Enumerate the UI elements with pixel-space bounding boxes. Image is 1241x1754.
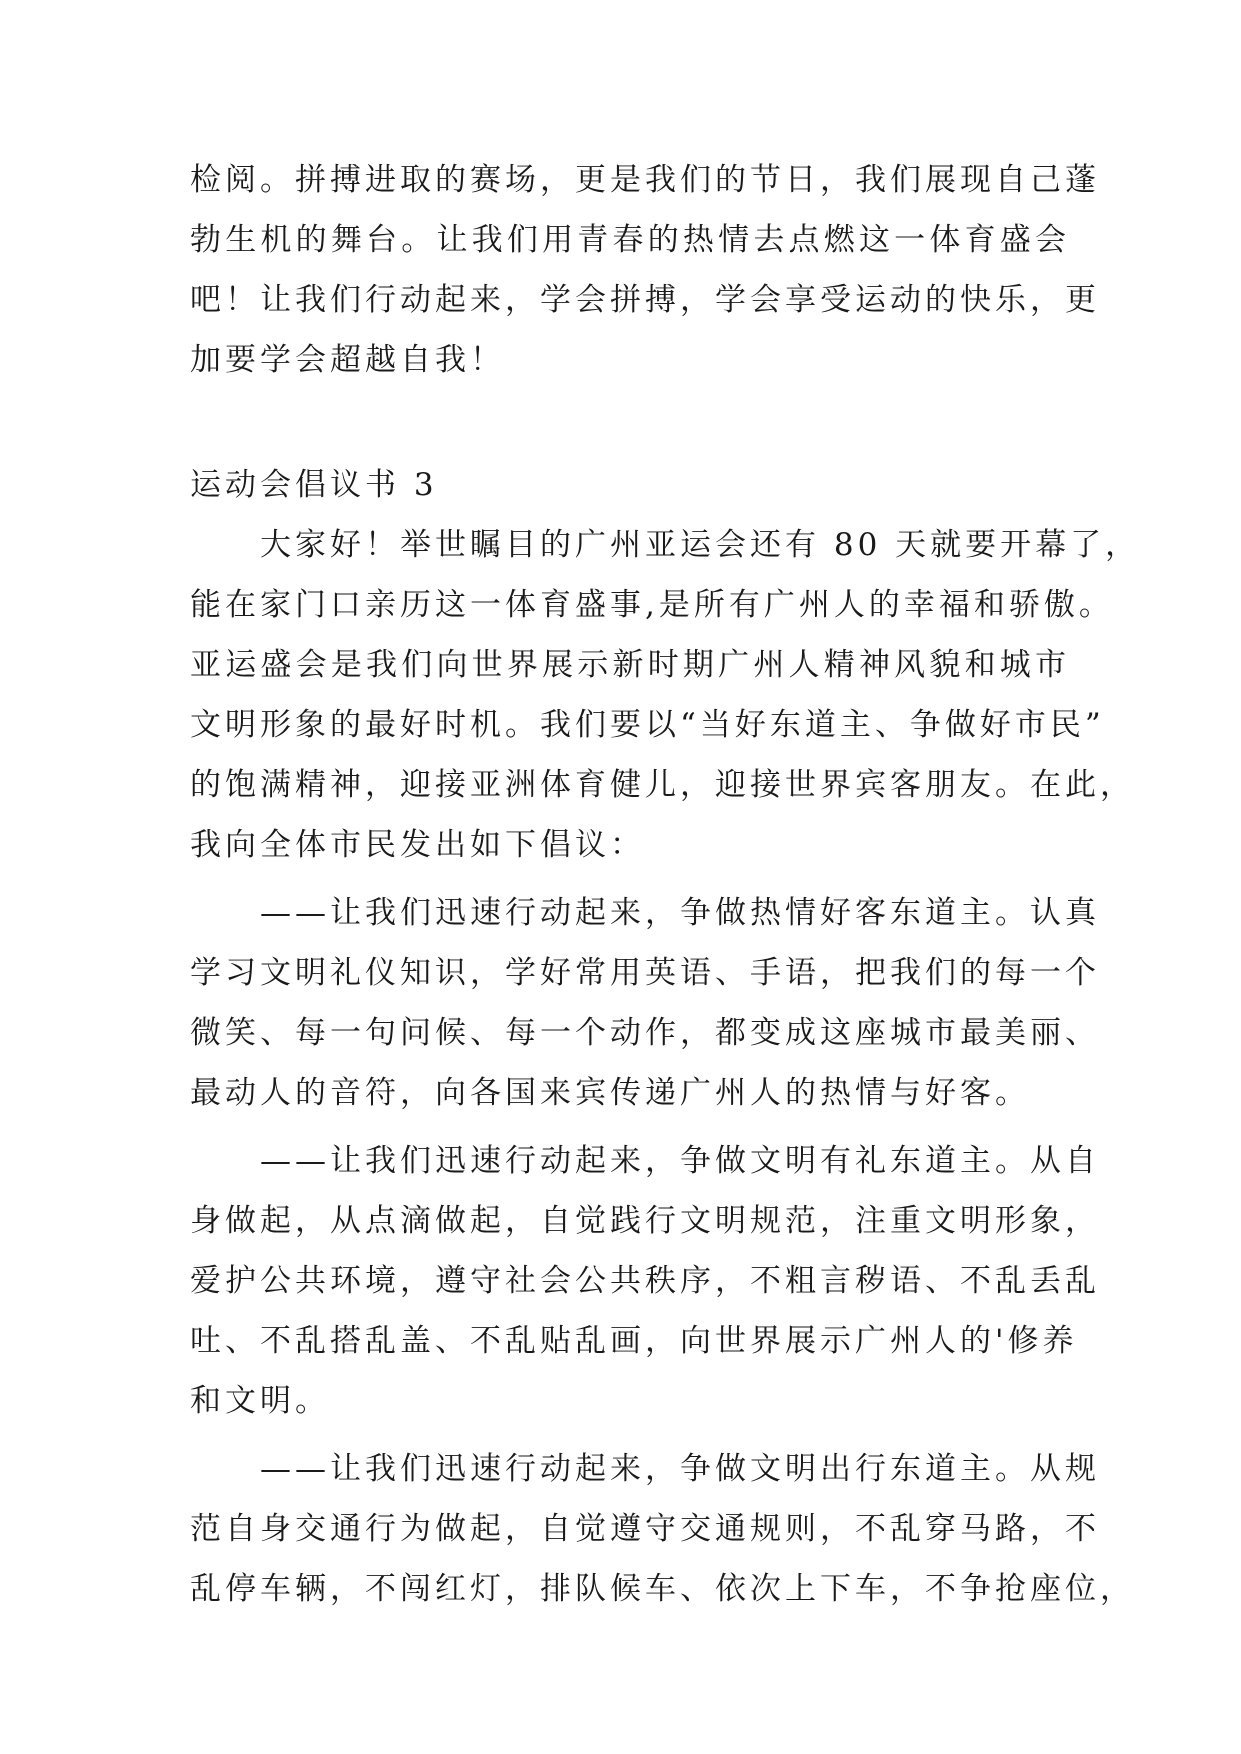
text-line: 我向全体市民发出如下倡议： xyxy=(190,827,645,863)
intro-continuation xyxy=(190,150,1100,390)
text-line: 吧！让我们行动起来，学会拼搏，学会享受运动的快乐，更 xyxy=(190,282,1100,318)
text-line: 微笑、每一句问候、每一个动作，都变成这座城市最美丽、 xyxy=(190,1015,1100,1051)
paragraph-3 xyxy=(190,1131,1100,1431)
text-line: 爱护公共环境，遵守社会公共秩序，不粗言秽语、不乱丢乱 xyxy=(190,1263,1100,1299)
text-line: 的饱满精神，迎接亚洲体育健儿，迎接世界宾客朋友。在此， xyxy=(190,767,1135,803)
text-line: 文明形象的最好时机。我们要以“当好东道主、争做好市民” xyxy=(190,707,1105,743)
section-title: 运动会倡议书 3 xyxy=(190,467,438,503)
paragraph-4 xyxy=(190,1439,1135,1619)
text-line: 检阅。拼搏进取的赛场，更是我们的节日，我们展现自己蓬 xyxy=(190,162,1100,198)
text-line: 身做起，从点滴做起，自觉践行文明规范，注重文明形象， xyxy=(190,1203,1100,1239)
document-page xyxy=(190,150,1141,1619)
text-line: 和文明。 xyxy=(190,1383,330,1419)
text-line: ——让我们迅速行动起来，争做热情好客东道主。认真 xyxy=(260,895,1100,931)
text-line: 学习文明礼仪知识，学好常用英语、手语，把我们的每一个 xyxy=(190,955,1100,991)
text-line: ——让我们迅速行动起来，争做文明出行东道主。从规 xyxy=(260,1451,1100,1487)
text-line: 最动人的音符，向各国来宾传递广州人的热情与好客。 xyxy=(190,1075,1030,1111)
text-line: 亚运盛会是我们向世界展示新时期广州人精神风貌和城市 xyxy=(190,647,1070,683)
text-line: 范自身交通行为做起，自觉遵守交通规则，不乱穿马路，不 xyxy=(190,1511,1100,1547)
text-line: 乱停车辆，不闯红灯，排队候车、依次上下车，不争抢座位， xyxy=(190,1571,1135,1607)
text-line: ——让我们迅速行动起来，争做文明有礼东道主。从自 xyxy=(260,1143,1100,1179)
text-line: 吐、不乱搭乱盖、不乱贴乱画，向世界展示广州人的'修养 xyxy=(190,1323,1078,1359)
paragraph-1 xyxy=(190,515,1141,875)
text-line: 加要学会超越自我！ xyxy=(190,342,505,378)
text-line: 能在家门口亲历这一体育盛事,是所有广州人的幸福和骄傲。 xyxy=(190,587,1114,623)
paragraph-2 xyxy=(190,883,1100,1123)
text-line: 勃生机的舞台。让我们用青春的热情去点燃这一体育盛会 xyxy=(190,222,1070,258)
text-line: 大家好！举世瞩目的广州亚运会还有 80 天就要开幕了， xyxy=(260,527,1141,563)
